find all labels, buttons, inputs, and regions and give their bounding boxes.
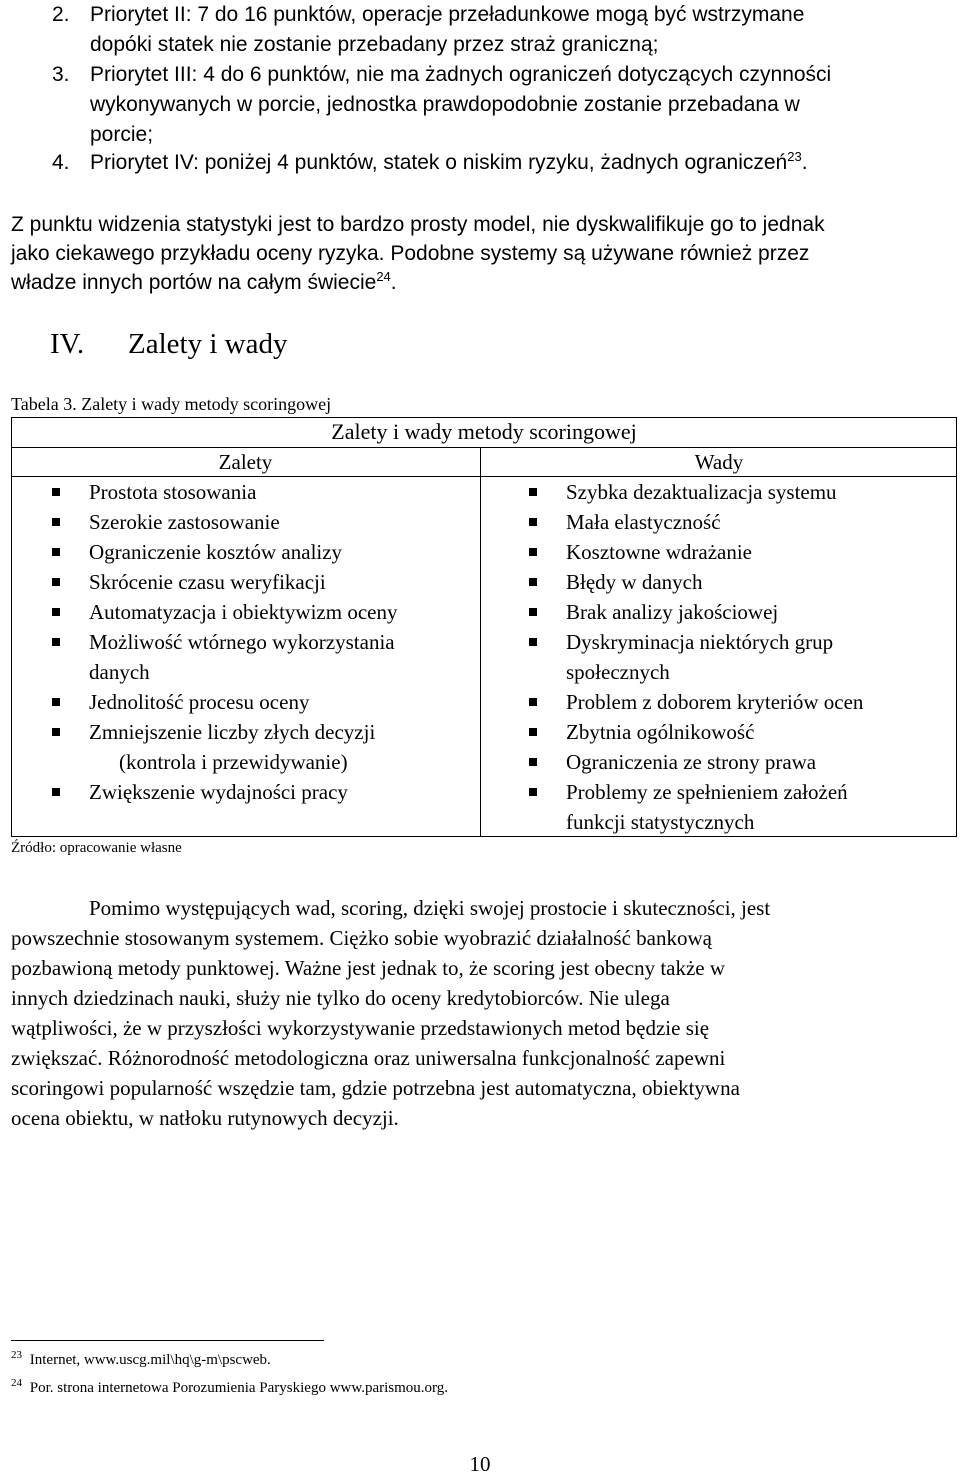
- list-item: (kontrola i przewidywanie): [119, 750, 348, 774]
- paragraph-line: powszechnie stosowanym systemem. Ciężko sobie wyobrazić działalność bankową: [11, 926, 712, 950]
- section-number: IV.: [50, 328, 85, 360]
- list-item: Problem z doborem kryteriów ocen: [566, 690, 864, 714]
- bullet-icon: [52, 608, 60, 616]
- column-header-zalety: Zalety: [218, 450, 273, 474]
- list-item: Zwiększenie wydajności pracy: [89, 780, 348, 804]
- list-line: porcie;: [90, 123, 154, 146]
- bullet-icon: [529, 518, 537, 526]
- bullet-icon: [52, 548, 60, 556]
- list-item: Kosztowne wdrażanie: [566, 540, 753, 564]
- bullet-icon: [529, 608, 537, 616]
- column-header-wady: Wady: [694, 450, 744, 474]
- table-border: [11, 836, 957, 837]
- footnote: [11, 1350, 271, 1370]
- list-item: Problemy ze spełnieniem założeń: [566, 780, 848, 804]
- bullet-icon: [529, 788, 537, 796]
- table-border: [480, 447, 481, 837]
- pros-cons-table: [11, 417, 957, 837]
- bullet-icon: [52, 728, 60, 736]
- footnote-text: Internet, www.uscg.mil\hq\g-m\pscweb.: [29, 1352, 271, 1368]
- bullet-icon: [52, 518, 60, 526]
- page-number: 10: [469, 1452, 491, 1476]
- list-item: Brak analizy jakościowej: [566, 600, 779, 624]
- paragraph: [11, 210, 951, 297]
- bullet-icon: [529, 578, 537, 586]
- bullet-icon: [529, 698, 537, 706]
- paragraph-line: Z punktu widzenia statystyki jest to bardzo prosty model, nie dyskwalifikuje go to jednak: [11, 213, 825, 236]
- bullet-icon: [529, 488, 537, 496]
- list-item: Możliwość wtórnego wykorzystania: [89, 630, 395, 654]
- bullet-icon: [52, 698, 60, 706]
- paragraph-line: zwiększać. Różnorodność metodologiczna oraz uniwersalna funkcjonalność zapewni: [11, 1046, 726, 1070]
- list-item: Automatyzacja i obiektywizm oceny: [89, 600, 398, 624]
- list-item: Szerokie zastosowanie: [89, 510, 280, 534]
- list-item: danych: [89, 660, 150, 684]
- paragraph-line: innych dziedzinach nauki, służy nie tylko do oceny kredytobiorców. Nie ulega: [11, 986, 670, 1010]
- footnote-number: 23: [11, 1349, 22, 1361]
- bullet-icon: [529, 758, 537, 766]
- list-item: Zmniejszenie liczby złych decyzji: [89, 720, 376, 744]
- bullet-icon: [52, 488, 60, 496]
- list-item: Jednolitość procesu oceny: [89, 690, 310, 714]
- footnote-number: 24: [11, 1377, 22, 1389]
- list-line: Priorytet IV: poniżej 4 punktów, statek o niskim ryzyku, żadnych ograniczeń: [90, 151, 788, 174]
- list-number: 4.: [52, 151, 70, 174]
- footnote-text: Por. strona internetowa Porozumienia Paryskiego www.parismou.org.: [29, 1380, 449, 1396]
- paragraph-line: pozbawioną metody punktowej. Ważne jest jednak to, że scoring jest obecny także w: [11, 956, 726, 980]
- paragraph-line: ocena obiektu, w natłoku rutynowych decyzji.: [11, 1106, 399, 1130]
- table-source: Źródło: opracowanie własne: [11, 840, 182, 856]
- paragraph-line: wątpliwości, że w przyszłości wykorzystywanie przedstawionych metod będzie się: [11, 1016, 710, 1040]
- list-item: Zbytnia ogólnikowość: [566, 720, 755, 744]
- list-number: 3.: [52, 63, 70, 86]
- bullet-icon: [52, 638, 60, 646]
- bullet-icon: [529, 638, 537, 646]
- footnote-rule: [11, 1340, 324, 1341]
- list-line: Priorytet II: 7 do 16 punktów, operacje przeładunkowe mogą być wstrzymane: [90, 3, 805, 26]
- footnote: [11, 1378, 448, 1398]
- paragraph-line: scoringowi popularność wszędzie tam, gdzie potrzebna jest automatyczna, obiektywna: [11, 1076, 740, 1100]
- list-line: Priorytet III: 4 do 6 punktów, nie ma żadnych ograniczeń dotyczących czynności: [90, 63, 832, 86]
- list-line: wykonywanych w porcie, jednostka prawdopodobnie zostanie przebadana w: [90, 93, 800, 116]
- footnote-ref: 23: [787, 149, 802, 164]
- paragraph-line: Pomimo występujących wad, scoring, dzięki swojej prostocie i skuteczności, jest: [89, 896, 771, 920]
- bullet-icon: [529, 728, 537, 736]
- table-caption: Tabela 3. Zalety i wady metody scoringowej: [11, 394, 332, 414]
- list-item: Prostota stosowania: [89, 480, 257, 504]
- paragraph-line: jako ciekawego przykładu oceny ryzyka. Podobne systemy są używane również przez: [11, 242, 810, 265]
- list-item: Szybka dezaktualizacja systemu: [566, 480, 837, 504]
- section-title: Zalety i wady: [128, 328, 288, 360]
- list-item: Ograniczenie kosztów analizy: [89, 540, 343, 564]
- list-item: Skrócenie czasu weryfikacji: [89, 570, 326, 594]
- list-item: funkcji statystycznych: [566, 810, 755, 834]
- list-item: Ograniczenia ze strony prawa: [566, 750, 817, 774]
- table-border: [956, 417, 957, 837]
- bullet-icon: [52, 578, 60, 586]
- table-border: [11, 417, 12, 837]
- list-number: 2.: [52, 3, 70, 26]
- list-item: Mała elastyczność: [566, 510, 721, 534]
- list-item: Dyskryminacja niektórych grup: [566, 630, 834, 654]
- bullet-icon: [529, 548, 537, 556]
- table-title: Zalety i wady metody scoringowej: [331, 419, 637, 444]
- bullet-icon: [52, 788, 60, 796]
- paragraph-line: władze innych portów na całym świecie$^{24}$.: [11, 269, 397, 294]
- list-item: Błędy w danych: [566, 570, 703, 594]
- footnote-ref: 24: [376, 269, 391, 284]
- list-line: dopóki statek nie zostanie przebadany przez straż graniczną;: [90, 33, 659, 56]
- paragraph: [11, 893, 951, 1133]
- list-item: społecznych: [566, 660, 670, 684]
